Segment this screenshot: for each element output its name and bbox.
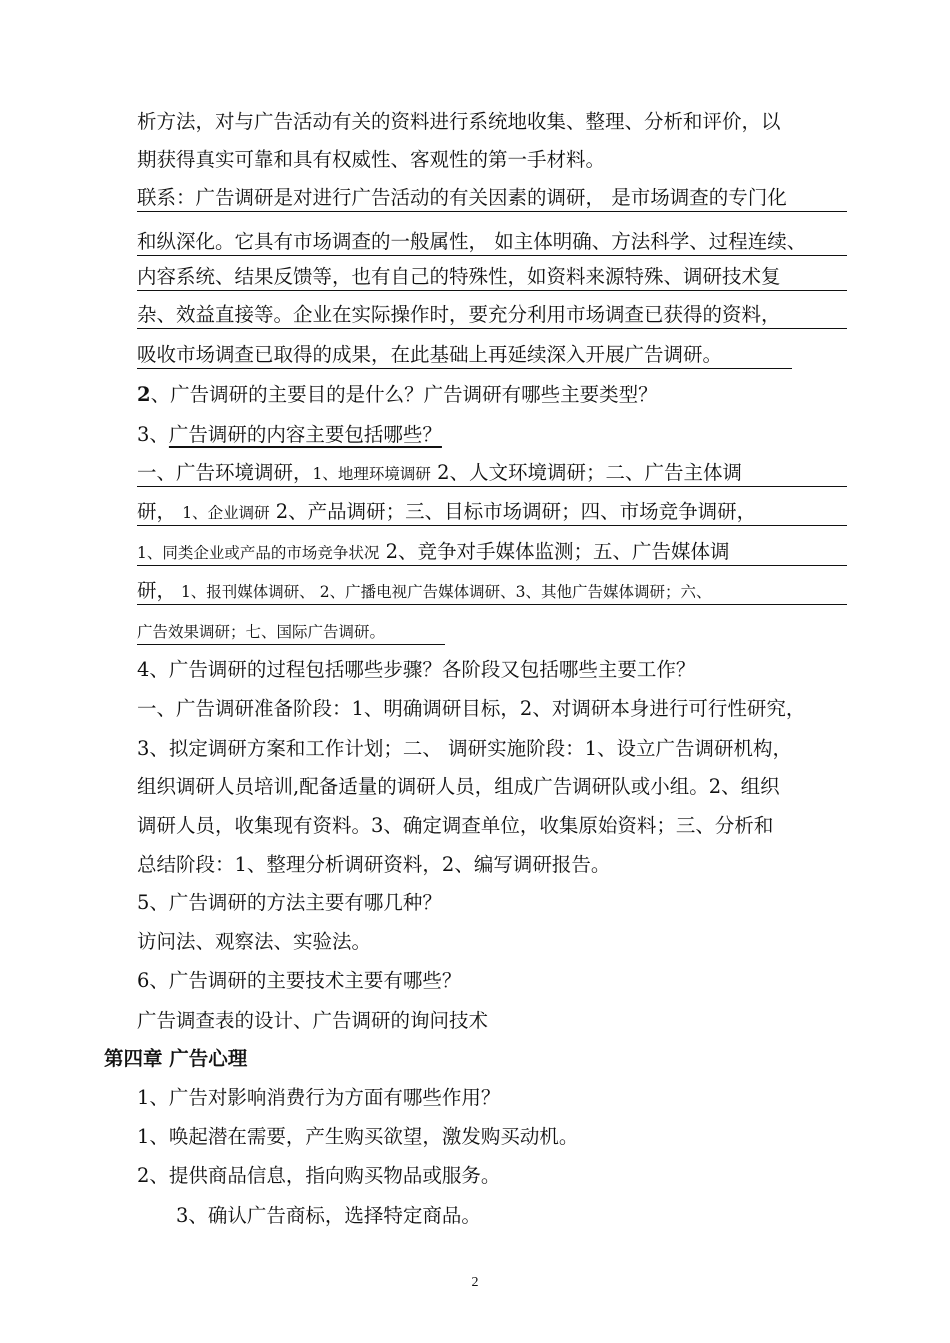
- question-6: 6、广告调研的主要技术主要有哪些？: [137, 969, 462, 992]
- chapter-question-1: 1、广告对影响消费行为方面有哪些作用？: [137, 1086, 501, 1109]
- answer-text: 1、同类企业或产品的市场竞争状况: [137, 544, 380, 562]
- answer-line: 3、拟定调研方案和工作计划；二、 调研实施阶段：1、设立广告调研机构，: [137, 737, 793, 760]
- answer-line: 一、广告调研准备阶段：1、明确调研目标，2、对调研本身进行可行性研究，: [137, 697, 806, 720]
- answer-line: 3、确认广告商标，选择特定商品。: [176, 1204, 481, 1227]
- answer-3-line: 广告效果调研；七、国际广告调研。: [137, 617, 445, 645]
- answer-text: 1、报刊媒体调研、 2、广播电视广告媒体调研、3、其他广告媒体调研；六、: [176, 583, 712, 601]
- answer-3-line: [137, 497, 847, 526]
- question-text: 广告调研的内容主要包括哪些？: [168, 423, 442, 446]
- text-line-underlined: 杂、效益直接等。企业在实际操作时，要充分利用市场调查已获得的资料，: [137, 300, 847, 329]
- answer-text: 研，: [137, 579, 177, 602]
- text-line: 析方法，对与广告活动有关的资料进行系统地收集、整理、分析和评价，以: [137, 110, 781, 133]
- answer-line: 组织调研人员培训,配备适量的调研人员，组成广告调研队或小组。2、组织: [137, 775, 780, 798]
- question-2: [137, 380, 847, 410]
- answer-3-line: [137, 576, 847, 605]
- question-5: 5、广告调研的方法主要有哪几种？: [137, 891, 442, 914]
- chapter-heading: 第四章 广告心理: [104, 1047, 248, 1070]
- question-3: [137, 420, 847, 450]
- question-4: 4、广告调研的过程包括哪些步骤？各阶段又包括哪些主要工作？: [137, 658, 696, 681]
- answer-line: 2、提供商品信息，指向购买物品或服务。: [137, 1164, 501, 1187]
- answer-line: 访问法、观察法、实验法。: [137, 930, 372, 953]
- answer-3-line: [137, 537, 847, 566]
- answer-3-line: [137, 458, 847, 487]
- answer-text: 2、竞争对手媒体监测；五、广告媒体调: [379, 540, 730, 563]
- answer-text: 2、产品调研；三、目标市场调研；四、市场竞争调研，: [269, 500, 757, 523]
- text-line: 期获得真实可靠和具有权威性、客观性的第一手材料。: [137, 148, 606, 171]
- text-line-underlined: 内容系统、结果反馈等，也有自己的特殊性，如资料来源特殊、调研技术复: [137, 262, 847, 291]
- question-number: 2: [137, 383, 151, 406]
- answer-text: 1、地理环境调研: [312, 465, 431, 483]
- text-line-underlined: 联系：广告调研是对进行广告活动的有关因素的调研， 是市场调查的专门化: [137, 183, 847, 212]
- answer-text: 研，: [137, 500, 183, 523]
- text-line-underlined: 吸收市场调查已取得的成果，在此基础上再延续深入开展广告调研。: [137, 340, 792, 369]
- answer-line: 调研人员，收集现有资料。3、确定调查单位，收集原始资料；三、分析和: [137, 814, 774, 837]
- answer-text: 1、企业调研: [182, 504, 270, 522]
- answer-text: 一、广告环境调研，: [137, 461, 313, 484]
- text-line-underlined: 和纵深化。它具有市场调查的一般属性， 如主体明确、方法科学、过程连续、: [137, 227, 847, 256]
- answer-line: 1、唤起潜在需要，产生购买欲望，激发购买动机。: [137, 1125, 579, 1148]
- answer-line: 广告调查表的设计、广告调研的询问技术: [137, 1009, 489, 1032]
- question-text: 、广告调研的主要目的是什么？广告调研有哪些主要类型？: [150, 383, 658, 406]
- page-number: 2: [471, 1275, 479, 1290]
- answer-text: 2、人文环境调研；二、广告主体调: [430, 461, 742, 484]
- answer-line: 总结阶段：1、整理分析调研资料，2、编写调研报告。: [137, 853, 611, 876]
- question-number: 3、: [137, 423, 169, 446]
